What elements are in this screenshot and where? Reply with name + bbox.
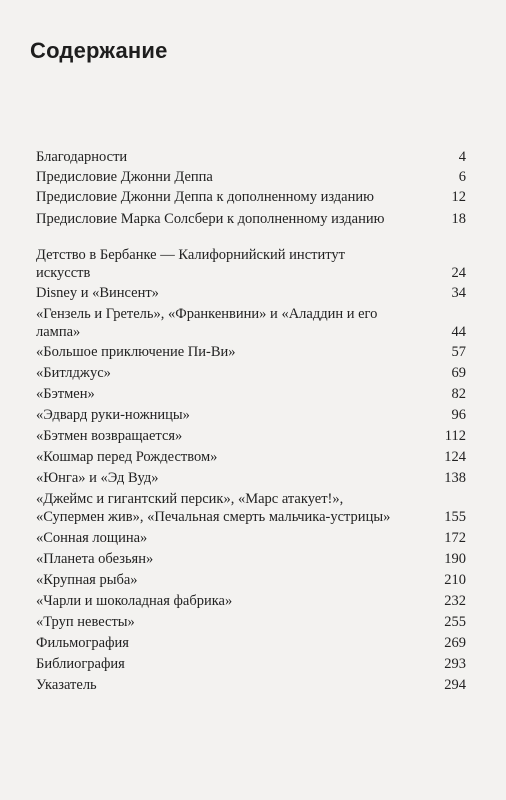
toc-entry-page: 124 [444,449,466,465]
toc-entry[interactable] [36,385,466,403]
toc-entry-page: 24 [451,265,466,281]
toc-entry[interactable] [36,406,466,424]
toc-entry-title: Библиография [36,656,125,672]
toc-entry-title: «Эдвард руки-ножницы» [36,407,190,423]
toc-entry-page: 69 [451,365,466,381]
toc-entry[interactable] [36,427,466,445]
toc-entry-title: «Труп невесты» [36,614,135,630]
toc-entry-title: «Крупная рыба» [36,572,138,588]
toc-entry[interactable] [36,188,466,206]
toc-entry-title: «Битлджус» [36,365,111,381]
toc-entry-page: 190 [444,551,466,567]
page-title: Содержание [30,38,168,63]
toc-entry-title: «Большое приключение Пи-Ви» [36,344,236,360]
toc-entry[interactable] [36,550,466,568]
toc-entry[interactable] [36,634,466,652]
toc-entry[interactable] [36,210,466,228]
toc-entry-title: Предисловие Джонни Деппа к дополненному изданию [36,189,374,205]
toc-entry-title: Фильмография [36,635,129,651]
toc-entry-page: 172 [444,530,466,546]
toc-entry-page: 12 [451,189,466,205]
toc-entry-page: 57 [451,344,466,360]
toc-entry[interactable] [36,284,466,302]
toc-entry-title: «Планета обезьян» [36,551,154,567]
toc-entry-title: «Джеймс и гигантский персик», «Марс атакует!», «Супермен жив», «Печальная смерть мальчика-устрицы» [36,491,391,525]
toc-entry-title: Предисловие Джонни Деппа [36,169,213,185]
toc-entry-title: «Юнга» и «Эд Вуд» [36,470,159,486]
toc-entry-page: 294 [444,677,466,693]
toc-entry-page: 155 [444,509,466,525]
toc-entry-page: 293 [444,656,466,672]
toc-entry-title: «Чарли и шоколадная фабрика» [36,593,233,609]
toc-entry-page: 210 [444,572,466,588]
toc-entry-page: 6 [458,169,466,185]
toc-entry[interactable] [36,246,466,282]
toc-entry-page: 255 [444,614,466,630]
toc-entry[interactable] [36,364,466,382]
show-through-text [215,42,218,54]
toc-entry-page: 44 [451,324,466,340]
toc-entry[interactable] [36,305,466,341]
toc-entry-title: Предисловие Марка Солсбери к дополненному изданию [36,211,385,227]
toc-entry[interactable] [36,676,466,694]
toc-entry[interactable] [36,168,466,186]
toc-entry[interactable] [36,571,466,589]
toc-entry[interactable] [36,448,466,466]
toc-entry-page: 4 [458,149,466,165]
toc-entry-page: 96 [451,407,466,423]
toc-entry-page: 138 [444,470,466,486]
toc-entry-title: Детство в Бербанке — Калифорнийский институт искусств [36,247,345,281]
toc-entry[interactable] [36,529,466,547]
toc-entry-title: «Гензель и Гретель», «Франкенвини» и «Аладдин и его лампа» [36,306,378,340]
toc-entry[interactable] [36,592,466,610]
table-of-contents [36,148,466,694]
toc-entry-title: «Сонная лощина» [36,530,148,546]
toc-entry-title: Благодарности [36,149,128,165]
toc-entry-title: Указатель [36,677,97,693]
toc-entry[interactable] [36,469,466,487]
toc-entry-title: «Бэтмен возвращается» [36,428,183,444]
toc-entry[interactable] [36,655,466,673]
toc-entry-page: 112 [444,428,466,444]
toc-entry-page: 269 [444,635,466,651]
toc-entry-page: 34 [451,285,466,301]
toc-entry-page: 18 [451,211,466,227]
toc-entry[interactable] [36,613,466,631]
toc-entry[interactable] [36,148,466,166]
toc-entry-title: Disney и «Винсент» [36,285,159,301]
toc-entry[interactable] [36,490,466,526]
toc-entry-page: 232 [444,593,466,609]
toc-entry-title: «Кошмар перед Рождеством» [36,449,218,465]
toc-entry-page: 82 [451,386,466,402]
toc-entry-title: «Бэтмен» [36,386,95,402]
toc-entry[interactable] [36,343,466,361]
